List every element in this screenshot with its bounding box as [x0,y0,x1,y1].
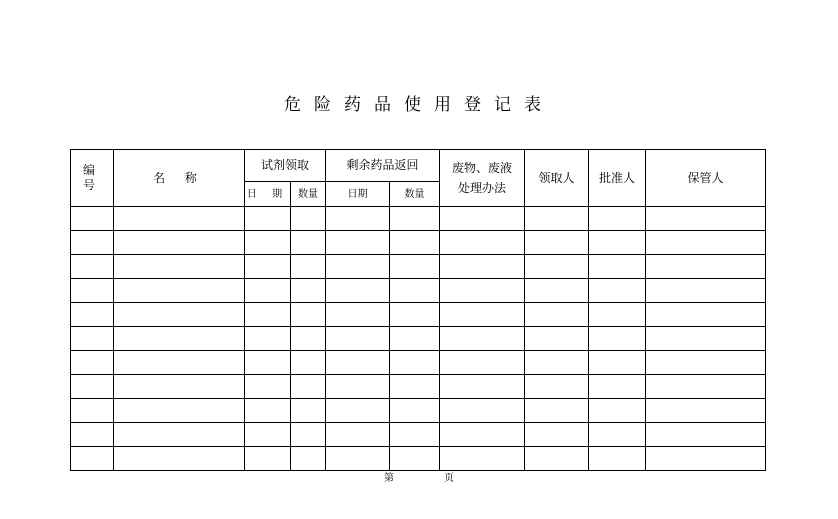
table-row [71,327,766,351]
table-cell[interactable] [245,255,291,279]
table-cell[interactable] [326,303,390,327]
table-cell[interactable] [525,279,589,303]
table-cell[interactable] [114,303,245,327]
table-cell[interactable] [525,375,589,399]
table-cell[interactable] [291,231,326,255]
table-cell[interactable] [589,399,646,423]
table-cell[interactable] [440,207,525,231]
table-cell[interactable] [589,207,646,231]
table-cell[interactable] [440,327,525,351]
table-cell[interactable] [291,255,326,279]
table-cell[interactable] [589,279,646,303]
table-cell[interactable] [71,399,114,423]
table-cell[interactable] [390,351,440,375]
table-cell[interactable] [646,375,766,399]
table-cell[interactable] [390,327,440,351]
table-cell[interactable] [440,303,525,327]
table-cell[interactable] [589,423,646,447]
table-cell[interactable] [114,255,245,279]
header-waste-disposal [440,150,525,207]
table-cell[interactable] [114,207,245,231]
table-cell[interactable] [646,279,766,303]
subheader-return-quantity: 数量 [390,182,440,207]
table-cell[interactable] [589,231,646,255]
table-cell[interactable] [390,303,440,327]
table-cell[interactable] [589,303,646,327]
table-cell[interactable] [326,255,390,279]
table-row [71,375,766,399]
header-name: 名 称 [114,150,245,207]
table-cell[interactable] [646,423,766,447]
table-cell[interactable] [440,351,525,375]
table-cell[interactable] [326,351,390,375]
table-cell[interactable] [291,207,326,231]
table-cell[interactable] [525,255,589,279]
table-cell[interactable] [646,231,766,255]
table-cell[interactable] [114,231,245,255]
table-cell[interactable] [71,255,114,279]
table-cell[interactable] [114,375,245,399]
table-cell[interactable] [291,351,326,375]
table-cell[interactable] [646,255,766,279]
table-cell[interactable] [114,279,245,303]
register-table [70,149,766,471]
table-cell[interactable] [291,447,326,471]
table-row [71,447,766,471]
table-cell[interactable] [390,255,440,279]
table-cell[interactable] [245,207,291,231]
table-cell[interactable] [71,351,114,375]
table-cell[interactable] [440,423,525,447]
table-cell[interactable] [71,279,114,303]
page-title: 危险药品使用登记表 [284,95,554,115]
table-cell[interactable] [525,327,589,351]
table-cell[interactable] [440,255,525,279]
table-cell[interactable] [646,399,766,423]
page-prefix: 第 [384,473,394,484]
table-cell[interactable] [291,327,326,351]
table-cell[interactable] [646,303,766,327]
table-cell[interactable] [589,351,646,375]
table-row [71,303,766,327]
table-cell[interactable] [390,399,440,423]
subheader-collect-quantity: 数量 [291,182,326,207]
table-cell[interactable] [245,303,291,327]
table-cell[interactable] [291,279,326,303]
table-cell[interactable] [71,207,114,231]
table-cell[interactable] [440,447,525,471]
table-cell[interactable] [390,207,440,231]
table-cell[interactable] [114,327,245,351]
table-cell[interactable] [245,447,291,471]
table-cell[interactable] [440,399,525,423]
table-row [71,399,766,423]
table-cell[interactable] [646,327,766,351]
table-row [71,231,766,255]
table-cell[interactable] [326,231,390,255]
table-cell[interactable] [245,375,291,399]
table-cell[interactable] [525,399,589,423]
table-cell[interactable] [390,279,440,303]
table-cell[interactable] [440,375,525,399]
table-cell[interactable] [440,279,525,303]
table-row [71,423,766,447]
table-cell[interactable] [646,207,766,231]
table-cell[interactable] [326,447,390,471]
table-cell[interactable] [525,231,589,255]
table-row [71,207,766,231]
table-cell[interactable] [525,447,589,471]
table-cell[interactable] [589,375,646,399]
table-cell[interactable] [525,351,589,375]
header-approver: 批准人 [589,150,646,207]
table-cell[interactable] [326,375,390,399]
header-receiver: 领取人 [525,150,589,207]
table-cell[interactable] [245,279,291,303]
table-cell[interactable] [71,327,114,351]
table-cell[interactable] [589,255,646,279]
header-keeper: 保管人 [646,150,766,207]
table-body [71,207,766,471]
table-cell[interactable] [291,423,326,447]
table-cell[interactable] [291,399,326,423]
table-cell[interactable] [291,303,326,327]
header-reagent-collect: 试剂领取 [245,150,326,182]
page-suffix: 页 [444,473,454,484]
table-cell[interactable] [326,399,390,423]
table-cell[interactable] [525,303,589,327]
table-cell[interactable] [114,423,245,447]
table-cell[interactable] [291,375,326,399]
table-cell[interactable] [589,327,646,351]
table-cell[interactable] [71,423,114,447]
table-cell[interactable] [114,351,245,375]
table-cell[interactable] [245,351,291,375]
table-row [71,255,766,279]
table-cell[interactable] [326,207,390,231]
table-cell[interactable] [390,231,440,255]
table-cell[interactable] [114,447,245,471]
table-cell[interactable] [71,375,114,399]
table-cell[interactable] [390,375,440,399]
table-cell[interactable] [440,231,525,255]
table-cell[interactable] [71,231,114,255]
subheader-collect-date: 日 期 [245,182,291,207]
table-row [71,351,766,375]
header-waste-line2: 处理办法 [458,180,507,195]
table-cell[interactable] [71,303,114,327]
table-cell[interactable] [525,207,589,231]
table-cell[interactable] [326,279,390,303]
table-cell[interactable] [525,423,589,447]
table-cell[interactable] [71,447,114,471]
table-cell[interactable] [326,423,390,447]
subheader-return-date: 日期 [326,182,390,207]
header-waste-line1: 废物、废液 [452,160,513,175]
table-cell[interactable] [646,351,766,375]
table-cell[interactable] [245,231,291,255]
table-cell[interactable] [245,327,291,351]
table-cell[interactable] [245,399,291,423]
header-number: 编 号 [71,150,114,207]
table-cell[interactable] [390,447,440,471]
table-cell[interactable] [326,327,390,351]
table-cell[interactable] [114,399,245,423]
table-cell[interactable] [390,423,440,447]
table-cell[interactable] [589,447,646,471]
header-remaining-return: 剩余药品返回 [326,150,440,182]
table-row [71,279,766,303]
table-cell[interactable] [646,447,766,471]
table-cell[interactable] [245,423,291,447]
